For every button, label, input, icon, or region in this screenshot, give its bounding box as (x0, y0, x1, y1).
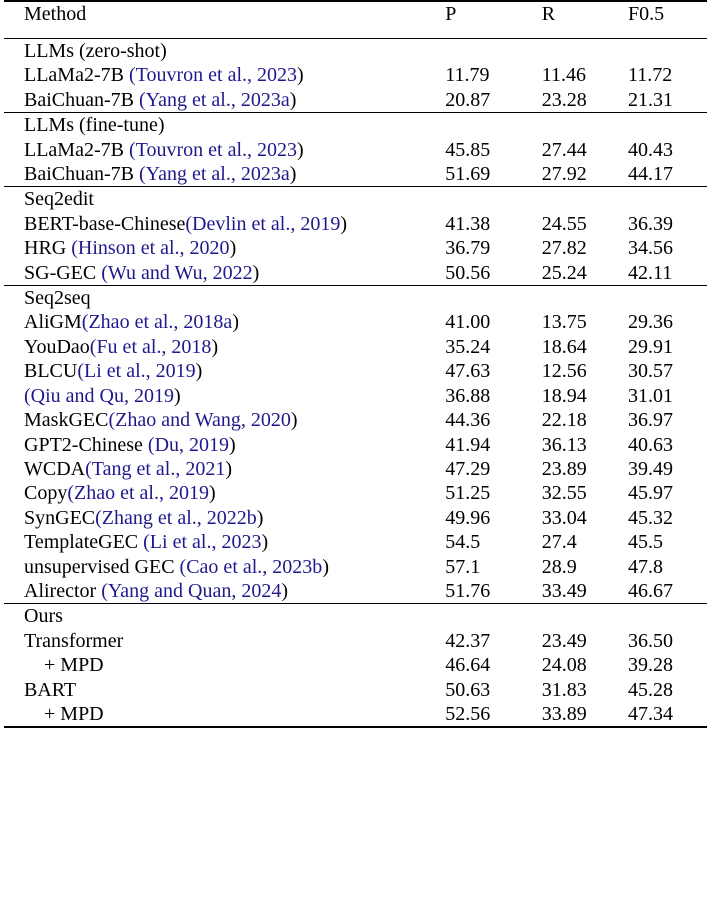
f05-value: 42.11 (628, 261, 707, 286)
method-cell (4, 457, 445, 481)
group-title: Seq2edit (24, 188, 94, 211)
citation-open-paren: ( (85, 457, 92, 480)
method-name-wrap (24, 531, 268, 553)
method-name-wrap (24, 64, 304, 86)
f05-value: 45.5 (628, 531, 663, 554)
group-title: Seq2seq (24, 287, 91, 310)
method-cell (4, 138, 445, 162)
citation-link[interactable]: Yang et al., 2023a (145, 163, 290, 186)
method-cell (4, 579, 445, 604)
r-value: 33.89 (542, 702, 628, 727)
citation-open-paren: ( (143, 531, 150, 554)
citation-close-paren: ) (229, 433, 236, 456)
table-row (4, 63, 707, 87)
citation-link[interactable]: Tang et al., 2021 (91, 457, 226, 480)
citation-close-paren: ) (232, 311, 239, 334)
citation-link[interactable]: Li et al., 2019 (84, 360, 196, 383)
citation-close-paren: ) (252, 261, 260, 284)
f05-value: 36.39 (628, 212, 673, 235)
p-value: 49.96 (445, 506, 491, 529)
r-value: 24.55 (541, 212, 587, 235)
r-value: 23.89 (541, 457, 587, 480)
citation-open-paren: ( (67, 482, 75, 505)
method-name-wrap (24, 163, 296, 185)
empty-cell (628, 39, 707, 64)
empty-cell (542, 113, 628, 138)
citation-open-paren: ( (128, 64, 136, 87)
r-value: 27.82 (541, 237, 587, 260)
citation-close-paren: ) (211, 335, 219, 358)
citation-link[interactable]: Devlin et al., 2019 (192, 212, 341, 235)
r-value: 25.24 (542, 261, 628, 286)
method-name: WCDA (24, 457, 86, 480)
citation-open-paren: ( (95, 506, 102, 529)
results-table (4, 0, 707, 728)
method-name: LLaMa2-7B (24, 64, 129, 87)
table-row (4, 138, 707, 162)
table-row (4, 408, 707, 432)
r-value: 22.18 (541, 409, 587, 432)
group-title: LLMs (fine-tune) (24, 114, 165, 137)
citation-close-paren: ) (289, 88, 297, 111)
table-row (4, 530, 707, 554)
f05-value: 30.57 (628, 360, 673, 383)
method-cell (4, 653, 445, 677)
p-value: 20.87 (445, 88, 541, 113)
method-name: BLCU (24, 360, 78, 383)
p-column-header: P (445, 1, 541, 39)
f05-value: 40.43 (628, 138, 673, 161)
method-name: + MPD (44, 702, 104, 725)
citation-open-paren: ( (139, 163, 146, 186)
f05-value: 31.01 (628, 384, 673, 407)
table-row (4, 457, 707, 481)
method-name-wrap (24, 385, 181, 407)
f05-value: 46.67 (628, 579, 707, 604)
table-row (4, 702, 707, 727)
citation-link[interactable]: Zhao and Wang, 2020 (115, 409, 291, 432)
citation-link[interactable]: Touvron et al., 2023 (135, 64, 298, 87)
empty-cell (628, 286, 707, 311)
empty-cell (542, 604, 628, 629)
method-name: MaskGEC (24, 409, 109, 432)
citation-open-paren: ( (71, 237, 78, 260)
citation-close-paren: ) (174, 384, 181, 407)
citation-close-paren: ) (297, 64, 304, 87)
citation-link[interactable]: Qiu and Qu, 2019 (30, 384, 174, 407)
method-cell (4, 530, 445, 554)
method-cell (4, 359, 445, 383)
r-value: 31.83 (541, 678, 587, 701)
p-value: 45.85 (445, 138, 491, 161)
f05-value: 36.97 (628, 409, 673, 432)
citation-close-paren: ) (322, 555, 329, 578)
method-cell (4, 310, 445, 334)
empty-cell (542, 39, 628, 64)
citation-close-paren: ) (225, 457, 233, 480)
p-value: 11.79 (445, 64, 490, 87)
table-row (4, 261, 707, 286)
method-name: Transformer (24, 629, 124, 652)
method-cell (4, 261, 445, 286)
citation-link[interactable]: Zhang et al., 2022b (101, 506, 257, 529)
method-cell (4, 63, 445, 87)
f05-value: 39.28 (628, 654, 673, 677)
method-name-wrap (24, 311, 239, 333)
citation-link[interactable]: Wu and Wu, 2022 (107, 261, 253, 284)
citation-open-paren: ( (77, 360, 85, 383)
method-name-wrap (24, 409, 298, 431)
method-name: HRG (24, 237, 72, 260)
table-row (4, 433, 707, 457)
p-value: 36.79 (445, 237, 491, 260)
method-cell (4, 481, 445, 505)
r-value: 27.44 (541, 138, 587, 161)
method-cell (4, 236, 445, 260)
citation-open-paren: ( (185, 212, 193, 235)
citation-open-paren: ( (101, 579, 108, 602)
f05-value: 40.63 (628, 433, 673, 456)
r-value: 11.46 (541, 64, 586, 87)
citation-open-paren: ( (179, 555, 187, 578)
r-value: 23.28 (542, 88, 628, 113)
f05-value: 21.31 (628, 88, 707, 113)
table-row (4, 88, 707, 113)
citation-link[interactable]: Yang and Quan, 2024 (107, 579, 282, 602)
method-name-wrap (24, 679, 76, 701)
p-value: 36.88 (445, 384, 491, 407)
method-name-wrap (24, 580, 288, 602)
p-value: 41.38 (445, 212, 491, 235)
r-value: 32.55 (541, 482, 587, 505)
f05-value: 36.50 (628, 629, 673, 652)
method-name-wrap (24, 630, 123, 652)
p-value: 54.5 (445, 531, 481, 554)
p-value: 47.29 (445, 457, 491, 480)
empty-cell (445, 113, 541, 138)
method-cell (4, 384, 445, 408)
method-name: BaiChuan-7B (24, 88, 139, 111)
method-name-wrap (24, 482, 216, 504)
f05-value: 29.36 (628, 311, 673, 334)
table-row (4, 310, 707, 334)
empty-cell (542, 187, 628, 212)
citation-open-paren: ( (101, 261, 108, 284)
f05-value: 34.56 (628, 237, 673, 260)
f05-value: 45.97 (628, 482, 673, 505)
table-row (4, 359, 707, 383)
citation-close-paren: ) (195, 360, 203, 383)
r-value: 24.08 (541, 654, 587, 677)
citation-link[interactable]: Yang et al., 2023a (145, 88, 290, 111)
method-cell (4, 702, 445, 727)
method-name-wrap (24, 703, 104, 725)
method-name-wrap (24, 89, 296, 111)
empty-cell (628, 113, 707, 138)
method-cell (4, 678, 445, 702)
empty-cell (445, 286, 541, 311)
citation-link[interactable]: Hinson et al., 2020 (77, 237, 230, 260)
method-cell (4, 629, 445, 653)
table-row (4, 236, 707, 260)
p-value: 42.37 (445, 629, 491, 652)
p-value: 57.1 (445, 555, 481, 578)
method-cell (4, 88, 445, 113)
r-value: 12.56 (541, 360, 587, 383)
citation-link[interactable]: Fu et al., 2018 (96, 335, 212, 358)
citation-close-paren: ) (281, 579, 289, 602)
citation-open-paren: ( (139, 88, 146, 111)
method-column-header: Method (4, 1, 445, 39)
method-name: TemplateGEC (24, 531, 144, 554)
table-row (4, 384, 707, 408)
p-value: 50.56 (445, 261, 541, 286)
citation-close-paren: ) (208, 482, 216, 505)
method-name: BART (24, 678, 77, 701)
table-row (4, 579, 707, 604)
f05-value: 39.49 (628, 457, 673, 480)
f05-value: 44.17 (628, 162, 707, 187)
method-name: BERT-base-Chinese (24, 212, 186, 235)
empty-cell (445, 604, 541, 629)
method-name-wrap (24, 654, 104, 676)
table-row (4, 481, 707, 505)
r-value: 27.4 (541, 531, 577, 554)
group-header-row (4, 604, 707, 629)
citation-close-paren: ) (261, 531, 269, 554)
method-name-wrap (24, 507, 263, 529)
citation-close-paren: ) (256, 506, 264, 529)
method-name: YouDao (24, 335, 90, 358)
r-value: 27.92 (542, 162, 628, 187)
p-value: 35.24 (445, 335, 491, 358)
r-value: 23.49 (541, 629, 587, 652)
method-name: BaiChuan-7B (24, 163, 139, 186)
method-name-wrap (24, 556, 329, 578)
group-header-row (4, 39, 707, 64)
method-name-wrap (24, 237, 236, 259)
citation-close-paren: ) (289, 163, 297, 186)
method-name: LLaMa2-7B (24, 138, 129, 161)
method-name-wrap (24, 434, 236, 456)
p-value: 41.00 (445, 311, 491, 334)
p-value: 47.63 (445, 360, 491, 383)
group-header-row (4, 113, 707, 138)
method-name: AliGM (24, 311, 82, 334)
empty-cell (445, 39, 541, 64)
table-row (4, 162, 707, 187)
group-header-row (4, 187, 707, 212)
method-name: SG-GEC (24, 261, 102, 284)
citation-open-paren: ( (89, 335, 97, 358)
table-row (4, 555, 707, 579)
empty-cell (628, 604, 707, 629)
table-row (4, 335, 707, 359)
method-name: + MPD (44, 654, 104, 677)
group-title: LLMs (zero-shot) (24, 40, 167, 62)
r-value: 28.9 (541, 555, 577, 578)
table-body (4, 39, 707, 728)
method-cell (4, 212, 445, 236)
citation-open-paren: ( (128, 138, 136, 161)
f05-value: 47.34 (628, 702, 707, 727)
method-cell (4, 506, 445, 530)
p-value: 46.64 (445, 654, 491, 677)
citation-close-paren: ) (290, 409, 298, 432)
r-value: 33.49 (542, 579, 628, 604)
citation-link[interactable]: Li et al., 2023 (149, 531, 262, 554)
citation-link[interactable]: Du, 2019 (154, 433, 230, 456)
method-name: Copy (24, 482, 68, 505)
f05-value: 11.72 (628, 64, 673, 87)
p-value: 50.63 (445, 678, 491, 701)
citation-close-paren: ) (297, 138, 304, 161)
group-title: Ours (24, 605, 63, 628)
table-row (4, 506, 707, 530)
method-name-wrap (24, 336, 218, 358)
table-row (4, 678, 707, 702)
method-name: GPT2-Chinese (24, 433, 148, 456)
header-row (4, 1, 707, 39)
method-cell (4, 335, 445, 359)
p-value: 41.94 (445, 433, 491, 456)
method-cell (4, 555, 445, 579)
p-value: 52.56 (445, 702, 541, 727)
method-name: Alirector (24, 579, 102, 602)
method-name-wrap (24, 262, 259, 284)
r-value: 18.94 (541, 384, 587, 407)
citation-open-paren: ( (24, 384, 31, 407)
method-name-wrap (24, 458, 232, 480)
r-value: 33.04 (541, 506, 587, 529)
citation-close-paren: ) (340, 212, 348, 235)
r-value: 13.75 (541, 311, 587, 334)
f05-value: 47.8 (628, 555, 663, 578)
f05-value: 29.91 (628, 335, 673, 358)
citation-open-paren: ( (81, 311, 89, 334)
table-row (4, 212, 707, 236)
r-value: 36.13 (541, 433, 587, 456)
citation-close-paren: ) (229, 237, 237, 260)
method-name: unsupervised GEC (24, 555, 180, 578)
empty-cell (542, 286, 628, 311)
method-cell (4, 408, 445, 432)
citation-link[interactable]: Zhao et al., 2018a (88, 311, 233, 334)
empty-cell (628, 187, 707, 212)
r-value: 18.64 (541, 335, 587, 358)
method-name-wrap (24, 139, 304, 161)
f05-value: 45.28 (628, 678, 673, 701)
table-row (4, 629, 707, 653)
method-cell (4, 162, 445, 187)
table-row (4, 653, 707, 677)
f05-value: 45.32 (628, 506, 673, 529)
p-value: 51.25 (445, 482, 491, 505)
method-name: SynGEC (24, 506, 96, 529)
p-value: 51.69 (445, 162, 541, 187)
f05-column-header: F0.5 (628, 1, 707, 39)
empty-cell (445, 187, 541, 212)
p-value: 51.76 (445, 579, 541, 604)
r-column-header: R (542, 1, 628, 39)
citation-link[interactable]: Zhao et al., 2019 (74, 482, 209, 505)
method-cell (4, 433, 445, 457)
method-name-wrap (24, 213, 347, 235)
citation-open-paren: ( (108, 409, 116, 432)
group-header-row (4, 286, 707, 311)
method-name-wrap (24, 360, 202, 382)
citation-link[interactable]: Touvron et al., 2023 (135, 138, 298, 161)
citation-link[interactable]: Cao et al., 2023b (186, 555, 323, 578)
citation-open-paren: ( (147, 433, 155, 456)
p-value: 44.36 (445, 409, 491, 432)
